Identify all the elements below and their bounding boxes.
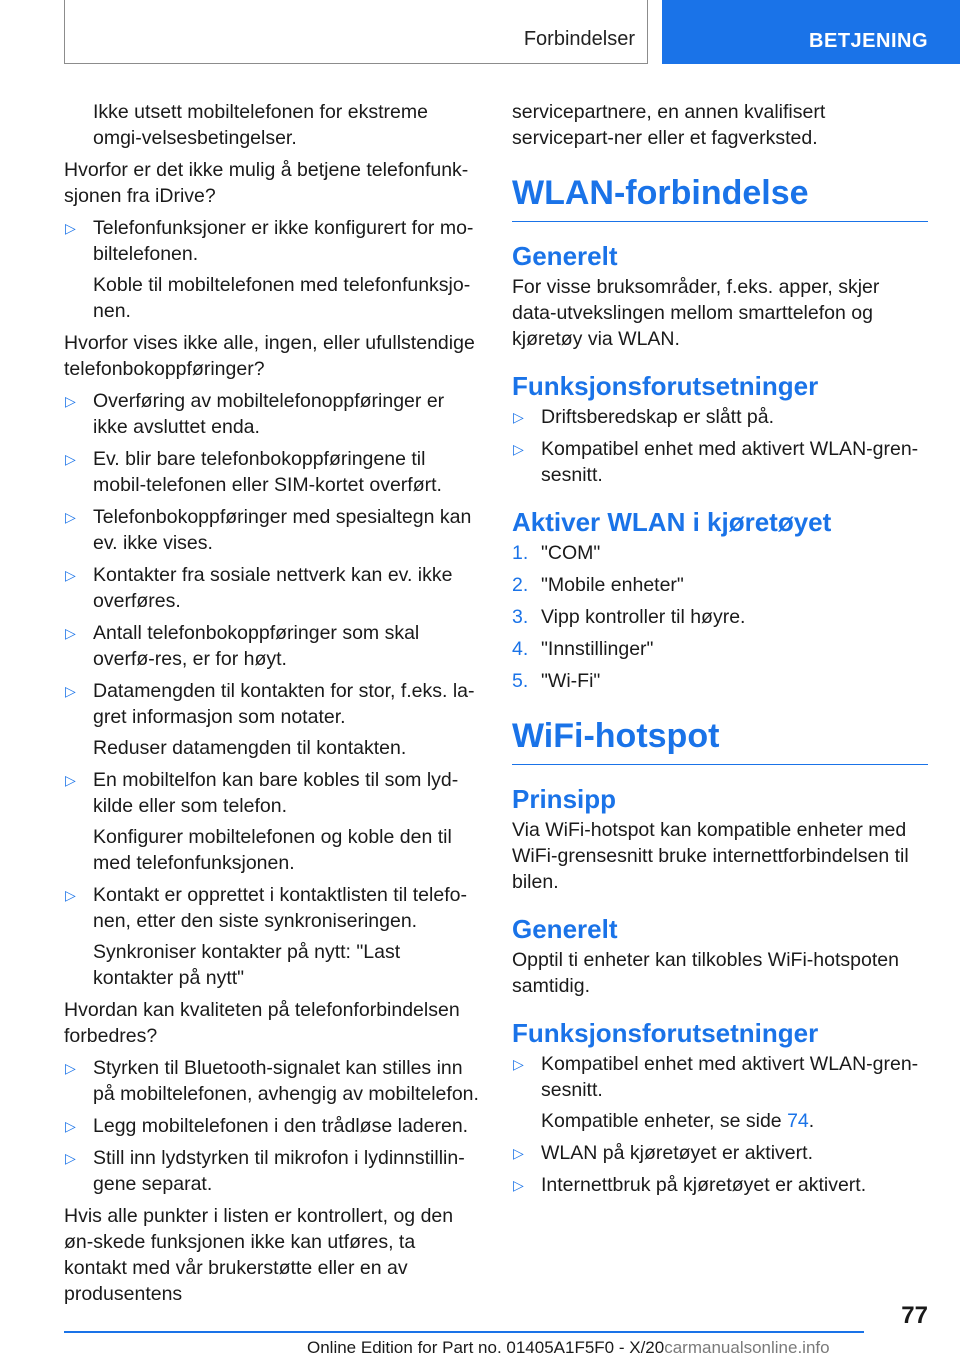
triangle-bullet-icon: ▷ bbox=[65, 625, 76, 641]
triangle-bullet-icon: ▷ bbox=[65, 1150, 76, 1166]
heading-aktiver-wlan: Aktiver WLAN i kjøretøyet bbox=[512, 507, 832, 537]
step-item: 5. "Wi-Fi" bbox=[512, 670, 601, 692]
footer-watermark: carmanualsonline.info bbox=[664, 1338, 830, 1357]
heading-wlan-forbindelse: WLAN-forbindelse bbox=[512, 173, 928, 222]
closing-paragraph: Hvis alle punkter i listen er kontrollert, og den øn-skede funksjonen ikke kan utføres, ta kontakt med vår brukerstøtte eller en av produsentens bbox=[64, 1205, 454, 1305]
question-1: Hvorfor er det ikke mulig å betjene telefonfunk-sjonen fra iDrive? bbox=[64, 159, 469, 207]
step-number: 3. bbox=[512, 606, 529, 628]
list-item-note: Kompatible enheter, se side 74. bbox=[541, 1110, 815, 1132]
footer-divider bbox=[64, 1331, 864, 1333]
list-item-note: Konfigurer mobiltelefonen og koble den til med telefonfunksjonen. bbox=[93, 826, 452, 874]
heading-generelt: Generelt bbox=[512, 241, 618, 271]
list-item: ▷ Still inn lydstyrken til mikrofon i lydinnstillin-gene separat. bbox=[65, 1147, 465, 1195]
question-2: Hvorfor vises ikke alle, ingen, eller ufullstendige telefonbokoppføringer? bbox=[64, 332, 475, 380]
list-item: ▷ Kontakt er opprettet i kontaktlisten til telefo-nen, etter den siste synkroniseringen. bbox=[65, 884, 467, 932]
header-chapter-tab bbox=[662, 0, 960, 64]
header-section-box bbox=[64, 0, 648, 64]
list-item-note: Koble til mobiltelefonen med telefonfunksjo-nen. bbox=[93, 274, 471, 322]
heading-prinsipp: Prinsipp bbox=[512, 784, 617, 814]
list-item: ▷ Datamengden til kontakten for stor, f.eks. la-gret informasjon som notater. bbox=[65, 680, 475, 728]
footer-edition: Online Edition for Part no. 01405A1F5F0 - X/20carmanualsonline.info bbox=[307, 1338, 830, 1357]
list-item: ▷ Overføring av mobiltelefonoppføringer er ikke avsluttet enda. bbox=[65, 390, 445, 438]
paragraph-prinsipp: Via WiFi-hotspot kan kompatible enheter med WiFi-grensesnitt bruke internettforbindelsen til bilen. bbox=[512, 819, 909, 893]
list-item: ▷ Telefonbokoppføringer med spesialtegn kan ev. ikke vises. bbox=[65, 506, 472, 554]
triangle-bullet-icon: ▷ bbox=[65, 451, 76, 467]
step-number: 1. bbox=[512, 542, 529, 564]
heading-generelt-2: Generelt bbox=[512, 914, 618, 944]
list-item: ▷ Legg mobiltelefonen i den trådløse laderen. bbox=[65, 1115, 469, 1137]
triangle-bullet-icon: ▷ bbox=[65, 1118, 76, 1134]
triangle-bullet-icon: ▷ bbox=[513, 1145, 524, 1161]
heading-funksjonsforutsetninger: Funksjonsforutsetninger bbox=[512, 371, 819, 401]
list-item: ▷ Ev. blir bare telefonbokoppføringene til mobil-telefonen eller SIM-kortet overført. bbox=[65, 448, 442, 496]
continued-paragraph: servicepartnere, en annen kvalifisert servicepart-ner eller et fagverksted. bbox=[512, 101, 826, 149]
triangle-bullet-icon: ▷ bbox=[65, 567, 76, 583]
step-item: 2. "Mobile enheter" bbox=[512, 574, 684, 596]
step-number: 4. bbox=[512, 638, 529, 660]
step-item: 3. Vipp kontroller til høyre. bbox=[512, 606, 746, 628]
list-item: ▷ WLAN på kjøretøyet er aktivert. bbox=[513, 1142, 813, 1164]
step-number: 5. bbox=[512, 670, 529, 692]
triangle-bullet-icon: ▷ bbox=[65, 683, 76, 699]
list-item-note: Reduser datamengden til kontakten. bbox=[93, 737, 407, 759]
list-item: ▷ Kontakter fra sosiale nettverk kan ev. ikke overføres. bbox=[65, 564, 453, 612]
list-item: ▷ En mobiltelfon kan bare kobles til som lyd-kilde eller som telefon. bbox=[65, 769, 459, 817]
triangle-bullet-icon: ▷ bbox=[65, 509, 76, 525]
list-item: ▷ Telefonfunksjoner er ikke konfigurert for mo-biltelefonen. bbox=[65, 217, 474, 265]
triangle-bullet-icon: ▷ bbox=[513, 441, 524, 457]
list-item: ▷ Styrken til Bluetooth-signalet kan stilles inn på mobiltelefonen, avhengig av mobiltelefon. bbox=[65, 1057, 479, 1105]
header-chapter-title: BETJENING bbox=[809, 30, 928, 52]
triangle-bullet-icon: ▷ bbox=[513, 1056, 524, 1072]
list-item: ▷ Internettbruk på kjøretøyet er aktivert. bbox=[513, 1174, 867, 1196]
page-number: 77 bbox=[901, 1302, 928, 1329]
left-column bbox=[64, 99, 480, 1313]
list-item: ▷ Kompatibel enhet med aktivert WLAN-gren-sesnitt. bbox=[513, 438, 919, 486]
triangle-bullet-icon: ▷ bbox=[65, 1060, 76, 1076]
triangle-bullet-icon: ▷ bbox=[65, 393, 76, 409]
question-3: Hvordan kan kvaliteten på telefonforbindelsen forbedres? bbox=[64, 999, 460, 1047]
header-section-title: Forbindelser bbox=[523, 28, 635, 50]
list-item: ▷ Kompatibel enhet med aktivert WLAN-gren-sesnitt. bbox=[513, 1053, 919, 1101]
triangle-bullet-icon: ▷ bbox=[65, 220, 76, 236]
triangle-bullet-icon: ▷ bbox=[65, 772, 76, 788]
step-number: 2. bbox=[512, 574, 529, 596]
list-item: ▷ Antall telefonbokoppføringer som skal overfø-res, er for høyt. bbox=[65, 622, 420, 670]
heading-funksjonsforutsetninger-2: Funksjonsforutsetninger bbox=[512, 1018, 819, 1048]
list-item: ▷ Driftsberedskap er slått på. bbox=[513, 406, 775, 428]
list-item-note: Synkroniser kontakter på nytt: "Last kontakter på nytt" bbox=[93, 941, 401, 989]
triangle-bullet-icon: ▷ bbox=[65, 887, 76, 903]
paragraph-generelt-2: Opptil ti enheter kan tilkobles WiFi-hotspoten samtidig. bbox=[512, 949, 899, 997]
triangle-bullet-icon: ▷ bbox=[513, 1177, 524, 1193]
heading-wifi-hotspot: WiFi-hotspot bbox=[512, 716, 928, 765]
triangle-bullet-icon: ▷ bbox=[513, 409, 524, 425]
page-reference-link[interactable]: 74 bbox=[787, 1110, 809, 1132]
paragraph-generelt: For visse bruksområder, f.eks. apper, skjer data-utvekslingen mellom smarttelefon og kjøretøy via WLAN. bbox=[512, 276, 880, 350]
step-item: 1. "COM" bbox=[512, 542, 601, 564]
paragraph-warning-tail: Ikke utsett mobiltelefonen for ekstreme omgi-velsesbetingelser. bbox=[93, 101, 428, 149]
step-item: 4. "Innstillinger" bbox=[512, 638, 654, 660]
right-column bbox=[512, 99, 928, 1204]
